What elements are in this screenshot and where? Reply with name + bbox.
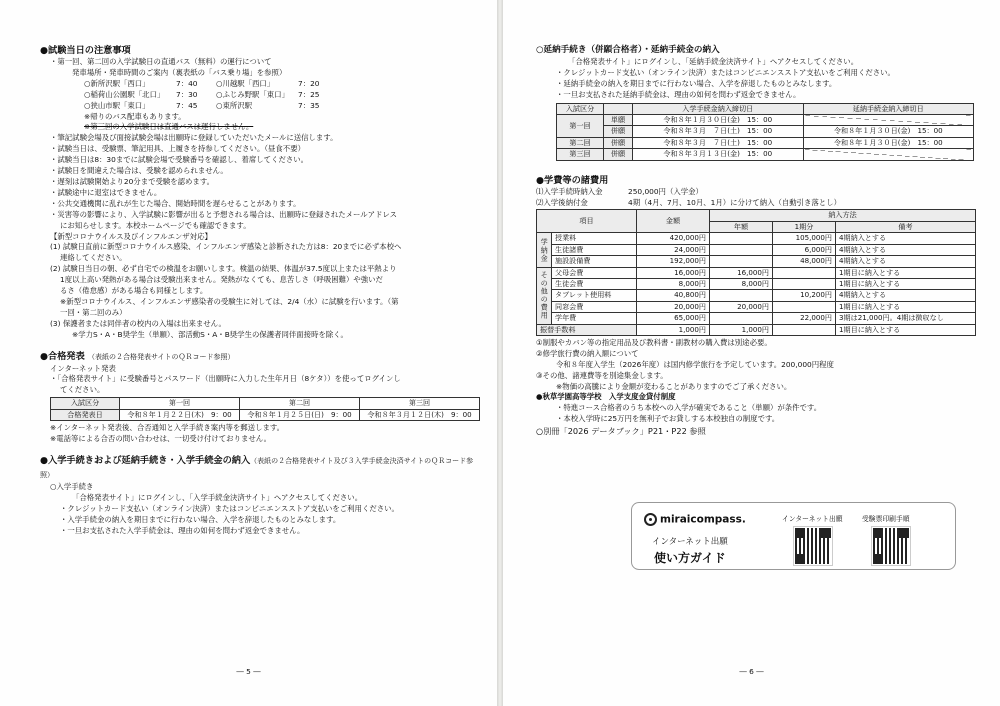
fees-item2-label: ⑵入学後納付金	[536, 197, 588, 207]
fee-amount: 16,000円	[637, 267, 710, 278]
results-title-sub: （表紙の２合格発表サイトのＱＲコード参照）	[87, 352, 235, 361]
page-6	[503, 0, 1000, 706]
deferral-th	[604, 103, 633, 114]
procedures-line: 「合格発表サイト」にログインし、「入学手続金決済サイト」へアクセスしてください。	[72, 492, 363, 502]
procedures-line: ・入学手続金の納入を期日までに行わない場合、入学を辞退したものとみなします。	[60, 514, 341, 524]
fee-first	[773, 324, 836, 335]
fee-amount: 20,000円	[637, 301, 710, 312]
results-th: 入試区分	[51, 398, 120, 409]
results-th: 第二回	[240, 398, 360, 409]
exam-day-title: ●試験当日の注意事項	[40, 45, 131, 56]
aid-title: ●秋草学園高等学校 入学支度金貸付制度	[536, 392, 676, 402]
deferral-date-na	[803, 115, 974, 126]
exam-note: ・試験日を間違えた場合は、受験を認められません。	[50, 166, 228, 176]
fee-remarks: 3期は21,000円。4期は徴収なし	[836, 313, 976, 324]
deferral-kubun: 第一回	[557, 115, 604, 138]
deferral-entry-date: 令和８年１月３０日(金) 15：00	[633, 115, 804, 126]
fees-category-tuition: 学納金	[537, 233, 552, 267]
miraicompass-guide-box	[631, 502, 956, 570]
fee-name: 父母会費	[552, 267, 637, 278]
aid-line: ・本校入学時に25万円を無利子でお貸しする本校独自の制度です。	[556, 414, 780, 424]
fee-annual	[710, 256, 773, 267]
qr-code-icon	[794, 527, 832, 565]
fee-amount: 8,000円	[637, 278, 710, 289]
deferral-th: 入学手続金納入締切日	[633, 103, 804, 114]
covid-line: (2) 試験日当日の朝、必ず自宅での検温をお願いします。検温の結果、体温が37.5度以上または平熱より	[50, 264, 397, 274]
fee-amount: 24,000円	[637, 244, 710, 255]
deferral-kubun: 第二回	[557, 137, 604, 148]
fee-first: 48,000円	[773, 256, 836, 267]
fee-name: 振替手数料	[537, 324, 637, 335]
fee-remarks: 4期納入とする	[836, 233, 976, 244]
fee-name: タブレット使用料	[552, 290, 637, 301]
deferral-line: 「合格発表サイト」にログインし、「延納手続金決済サイト」へアクセスしてください。	[568, 57, 859, 66]
fee-annual: 1,000円	[710, 324, 773, 335]
deferral-table	[556, 103, 974, 161]
fee-first	[773, 278, 836, 289]
deferral-defer-date: 令和８年１月３０日(金) 15：00	[803, 126, 974, 137]
station-name: ○川越駅「西口」	[216, 78, 275, 88]
exam-note: ・試験途中に退室はできません。	[50, 187, 162, 197]
deferral-type: 併願	[604, 137, 633, 148]
fee-remarks: 4期納入とする	[836, 244, 976, 255]
guide-line2: 使い方ガイド	[654, 551, 726, 565]
fee-amount: 65,000円	[637, 313, 710, 324]
covid-line: ※学力S・A・B奨学生（単願）、部活動S・A・B奨学生の保護者同伴面接時を除く。	[72, 329, 348, 339]
disaster-note: にお知らせします。本校ホームページでも確認できます。	[60, 220, 251, 230]
fee-first: 10,200円	[773, 290, 836, 301]
page-number: ― 6 ―	[739, 667, 764, 676]
fees-category-other: その他の費用	[537, 267, 552, 324]
results-date: 令和８年１月２５日(日) 9：00	[240, 409, 360, 420]
fee-name: 授業料	[552, 233, 637, 244]
covid-line: るさ（倦怠感）がある場合も同様とします。	[60, 286, 208, 296]
deferral-type: 単願	[604, 115, 633, 126]
deferral-kubun: 第三回	[557, 149, 604, 160]
fees-item1-label: ⑴入学手続時納入金	[536, 186, 603, 196]
results-table	[50, 397, 480, 421]
logo-text: miraicompass.	[660, 513, 746, 526]
station-time: 7：25	[298, 89, 320, 99]
deferral-type: 併願	[604, 126, 633, 137]
fee-annual: 16,000円	[710, 267, 773, 278]
fees-item2	[536, 198, 981, 209]
fee-annual	[710, 313, 773, 324]
fees-th-item: 項目	[537, 210, 637, 233]
covid-line: (3) 保護者または同伴者の校内の入場は出来ません。	[50, 318, 226, 328]
fees-th-amount: 金額	[637, 210, 710, 233]
fee-name: 同窓会費	[552, 301, 637, 312]
exam-note: ・遅刻は試験開始より20分まで受験を認めます。	[50, 176, 215, 186]
fee-annual: 8,000円	[710, 278, 773, 289]
databook-ref: ○別冊「2026 データブック」P21・P22 参照	[536, 426, 706, 437]
results-note: ※電話等による合否の問い合わせは、一切受け付けておりません。	[50, 434, 271, 443]
fee-remarks: 1期目に納入とする	[836, 267, 976, 278]
bus-return-note: ※帰りのバス配車もあります。	[84, 111, 186, 121]
deferral-th: 延納手続金納入締切日	[803, 103, 974, 114]
results-internet: インターネット発表	[50, 363, 116, 373]
fee-first: 105,000円	[773, 233, 836, 244]
compass-icon	[644, 513, 657, 526]
station-time: 7：40	[176, 78, 198, 88]
fees-th-remarks: 備考	[836, 221, 976, 232]
procedures-title-text: ●入学手続きおよび延納手続き・入学手続金の納入	[40, 454, 251, 466]
fees-note: ※物価の高騰により金額が変わることがありますのでご了承ください。	[556, 381, 792, 391]
fee-remarks: 1期目に納入とする	[836, 278, 976, 289]
bus-where: 発車場所・発車時間のご案内（裏表紙の「バス乗り場」を参照）	[72, 67, 287, 77]
qr2-label: 受験票印刷手順	[862, 515, 910, 523]
fee-annual: 20,000円	[710, 301, 773, 312]
page-number: ― 5 ―	[236, 667, 261, 676]
deferral-line: ・一旦お支払された延納手続金は、理由の如何を問わず返金できません。	[556, 89, 801, 99]
fee-annual	[710, 233, 773, 244]
fee-remarks: 1期目に納入とする	[836, 324, 976, 335]
page-5	[0, 0, 497, 706]
fees-th-annual: 年額	[710, 221, 773, 232]
exam-note: ・筆記試験会場及び面接試験会場は出願時に登録していただいたメールに送信します。	[50, 133, 338, 143]
page-6-content	[536, 40, 981, 437]
fee-annual	[710, 290, 773, 301]
fee-annual	[710, 244, 773, 255]
results-date: 令和８年１月２２日(木) 9：00	[120, 409, 240, 420]
fee-name: 学年費	[552, 313, 637, 324]
fee-name: 生徒会費	[552, 278, 637, 289]
deferral-line: ・クレジットカード支払い（オンライン決済）またはコンビニエンスストア支払いをご利用ください。	[556, 67, 895, 77]
fee-first	[773, 301, 836, 312]
fee-first	[773, 267, 836, 278]
procedures-title	[40, 454, 480, 482]
guide-line1: インターネット出願	[652, 537, 728, 547]
exam-note: ・試験当日は8：30までに試験会場で受験番号を確認し、着席してください。	[50, 155, 309, 165]
deferral-th: 入試区分	[557, 103, 604, 114]
exam-note: ・公共交通機関に乱れが生じた場合、開始時間を遅らせることがあります。	[50, 198, 301, 208]
fee-remarks: 4期納入とする	[836, 256, 976, 267]
results-th: 第一回	[120, 398, 240, 409]
fees-table	[536, 209, 976, 335]
station-time: 7：45	[176, 100, 198, 110]
deferral-entry-date: 令和８年３月１３日(金) 15：00	[633, 149, 804, 160]
fees-note: ①制服やカバン等の指定用品及び教科書・副教材の購入費は別途必要。	[536, 337, 772, 347]
fees-note: 令和８年度入学生（2026年度）は国内修学旅行を予定しています。200,000円程度	[556, 359, 834, 369]
station-name: ○狭山市駅「東口」	[84, 100, 150, 110]
bus-third-note: ※第三回の入学試験日は直通バスは運行しません。	[84, 122, 254, 132]
exam-note: ・試験当日は、受験票、筆記用具、上履きを持参してください。（昼食不要）	[50, 144, 305, 154]
station-name: ○ふじみ野駅「東口」	[216, 89, 289, 99]
procedures-line: ・一旦お支払された入学手続金は、理由の如何を問わず返金できません。	[60, 525, 305, 535]
covid-line: 連絡してください。	[60, 253, 127, 263]
covid-line: ※新型コロナウイルス、インフルエンザ感染者の受験生に対しては、2/4（水）に試験を行います。（第	[60, 296, 399, 306]
qr1-label: インターネット出願	[782, 515, 843, 523]
fee-amount: 192,000円	[637, 256, 710, 267]
deferral-entry-date: 令和８年３月 ７日(土) 15：00	[633, 137, 804, 148]
fees-note: ②修学旅行費の納入額について	[536, 348, 639, 358]
fees-note: ③その他、諸連費等を別途集金します。	[536, 370, 668, 380]
fee-name: 施設設備費	[552, 256, 637, 267]
fees-item1-value: 250,000円（入学金）	[628, 186, 703, 196]
page-5-content	[40, 40, 480, 536]
deferral-date-na	[803, 149, 974, 160]
station-time: 7：30	[176, 89, 198, 99]
fees-th-first: 1期分	[773, 221, 836, 232]
fee-remarks: 1期目に納入とする	[836, 301, 976, 312]
fee-amount: 420,000円	[637, 233, 710, 244]
procedures-line: ・クレジットカード支払い（オンライン決済）またはコンビニエンスストア支払いをご利用ください。	[60, 503, 399, 513]
results-row-label: 合格発表日	[51, 409, 120, 420]
station-name: ○東所沢駅	[216, 100, 253, 110]
results-date: 令和８年３月１２日(木) 9：00	[360, 409, 480, 420]
miraicompass-logo	[644, 513, 746, 526]
fees-title: ●学費等の諸費用	[536, 174, 609, 186]
fee-first: 22,000円	[773, 313, 836, 324]
results-login: ・「合格発表サイト」に受験番号とパスワード（出願時に入力した生年月日（8ケタ））を使ってログインし	[50, 374, 401, 384]
fee-remarks: 4期納入とする	[836, 290, 976, 301]
deferral-type: 併願	[604, 149, 633, 160]
covid-title: 【新型コロナウイルス及びインフルエンザ対応】	[50, 231, 212, 241]
station-name: ○稲荷山公園駅「北口」	[84, 89, 165, 99]
covid-line: 1度以上高い発熱がある場合は受験出来ません。発熱がなくても、息苦しさ（呼吸困難）や強いだ	[60, 275, 383, 285]
deferral-title: ○延納手続き（併願合格者）・延納手続金の納入	[536, 45, 720, 55]
station-time: 7：20	[298, 78, 320, 88]
fees-item1	[536, 187, 981, 198]
results-note: ※インターネット発表後、合否通知と入学手続き案内等を郵送します。	[50, 423, 285, 433]
results-title	[40, 350, 480, 364]
procedures-title-sub: （表紙の２合格発表サイト及び３入学手続金決済サイトのＱＲコード参照）	[40, 456, 474, 479]
bus-intro: ・第一回、第二回の入学試験日の直通バス（無料）の運行について	[50, 57, 272, 66]
results-th: 第三回	[360, 398, 480, 409]
deferral-entry-date: 令和８年３月 ７日(土) 15：00	[633, 126, 804, 137]
disaster-note: ・災害等の影響により、入学試験に影響が出ると予想される場合は、出願時に登録されたメールアドレス	[50, 209, 397, 219]
deferral-defer-date: 令和８年１月３０日(金) 15：00	[803, 137, 974, 148]
procedures-sub: ○入学手続き	[50, 481, 94, 491]
station-time: 7：35	[298, 100, 320, 110]
fees-th-method: 納入方法	[710, 210, 976, 221]
fees-item2-value: 4期（4月、7月、10月、1月）に分けて納入（自動引き落とし）	[628, 197, 841, 207]
fee-first: 6,000円	[773, 244, 836, 255]
fee-name: 生徒諸費	[552, 244, 637, 255]
fee-amount: 1,000円	[637, 324, 710, 335]
covid-line: 一回・第二回のみ）	[60, 307, 127, 317]
results-title-text: ●合格発表	[40, 350, 85, 362]
deferral-line: ・延納手続金の納入を期日までに行わない場合、入学を辞退したものとみなします。	[556, 78, 837, 88]
aid-line: ・特進コース合格者のうち本校への入学が確実であること（単願）が条件です。	[556, 403, 822, 413]
bus-stations	[40, 79, 480, 112]
qr-code-icon	[872, 527, 910, 565]
results-login: てください。	[60, 385, 105, 395]
covid-line: (1) 試験日直前に新型コロナウイルス感染、インフルエンザ感染と診断された方は8：20までに必ず本校へ	[50, 242, 402, 252]
station-name: ○新所沢駅「西口」	[84, 78, 150, 88]
fee-amount: 40,800円	[637, 290, 710, 301]
